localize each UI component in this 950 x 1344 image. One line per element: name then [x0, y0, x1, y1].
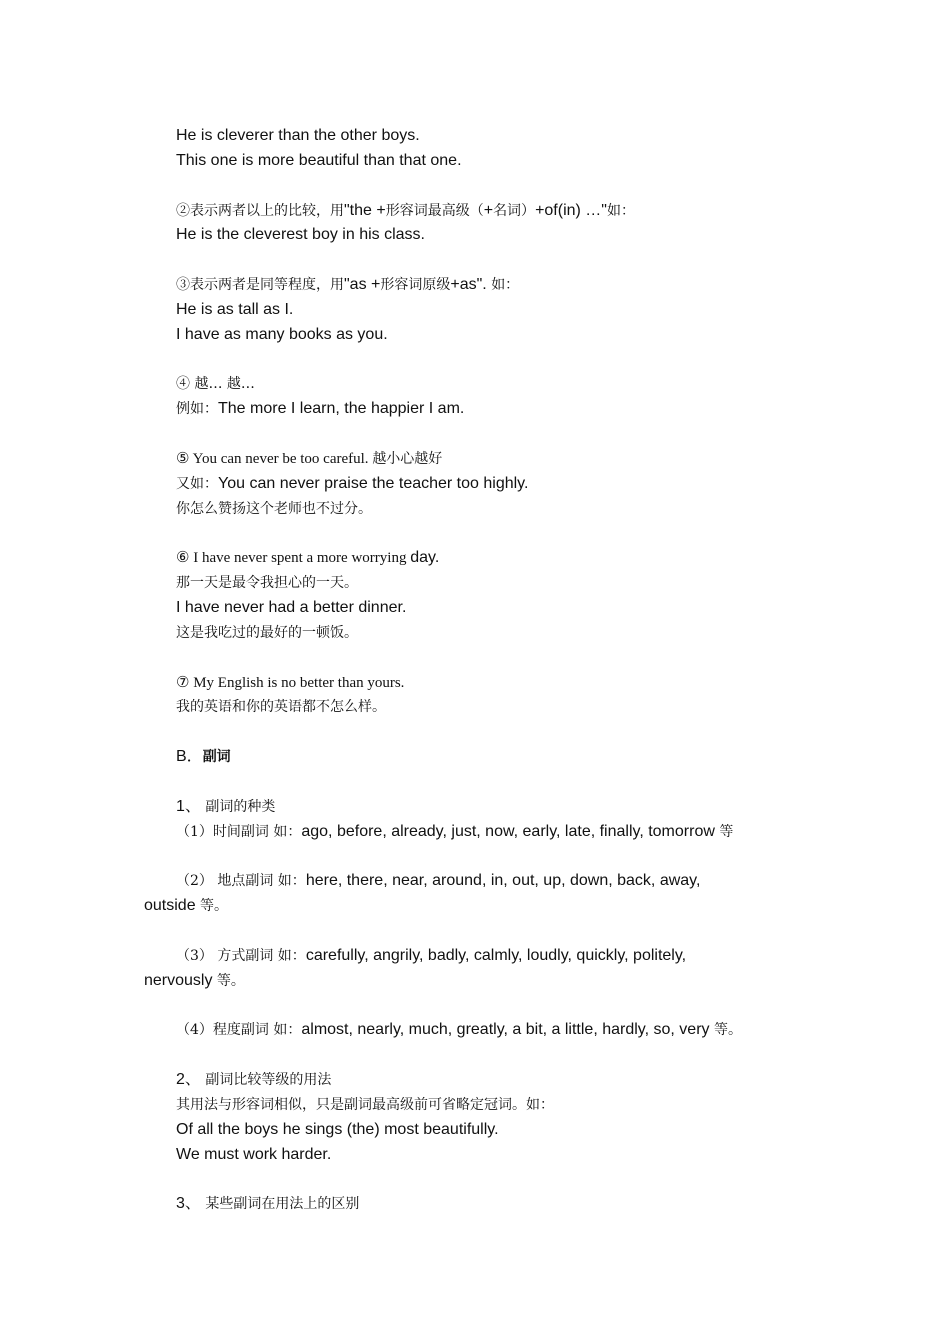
text-fragment: 如：	[491, 277, 520, 294]
blank-line	[176, 348, 836, 373]
text-fragment: almost, nearly, much, greatly, a bit, a little, hardly, so, very	[301, 1021, 710, 1039]
text-fragment: （3） 方式副词 如：	[176, 947, 306, 964]
rule-heading	[176, 447, 836, 472]
text-fragment: nervously	[144, 971, 213, 989]
text-line: He is the cleverest boy in his class.	[176, 226, 425, 244]
text-line: 其用法与形容词相似，只是副词最高级前可省略定冠词。如：	[176, 1096, 554, 1113]
text-fragment: 例如：	[176, 401, 218, 418]
text-fragment: day.	[410, 549, 440, 567]
text-line: I have as many books as you.	[176, 325, 388, 343]
text-line: 这是我吃过的最好的一顿饭。	[176, 624, 358, 641]
rule-heading	[176, 199, 836, 224]
text-fragment: 某些副词在用法上的区别	[200, 1196, 360, 1213]
blank-line	[176, 174, 836, 199]
rule-heading	[176, 546, 836, 571]
blank-line	[176, 646, 836, 671]
text-line	[176, 472, 836, 497]
blank-line	[176, 422, 836, 447]
text-fragment: 形容词原级	[380, 277, 451, 294]
text-fragment: 1、	[176, 797, 201, 815]
text-fragment: ago, before, already, just, now, early, late, finally, tomorrow	[301, 822, 715, 840]
text-fragment: The more I learn, the happier I am.	[218, 400, 465, 418]
text-fragment: You can never praise the teacher too highly.	[218, 474, 529, 492]
text-line: He is cleverer than the other boys.	[176, 127, 420, 144]
text-line: 那一天是最令我担心的一天。	[176, 575, 358, 592]
text-fragment: （1）时间副词 如：	[176, 823, 302, 840]
blank-line	[176, 1167, 836, 1192]
text-line	[176, 869, 836, 894]
text-line: 你怎么赞扬这个老师也不过分。	[176, 500, 372, 517]
text-fragment: 2、	[176, 1071, 201, 1089]
text-line: He is as tall as I.	[176, 300, 294, 318]
subsection-heading	[176, 795, 836, 820]
text-fragment: B．	[176, 748, 203, 766]
text-line	[176, 1018, 836, 1043]
text-line	[176, 944, 836, 969]
text-line	[176, 820, 836, 845]
text-line: Of all the boys he sings (the) most beautifully.	[176, 1120, 499, 1138]
text-line	[144, 969, 836, 994]
blank-line	[176, 248, 836, 273]
section-heading	[176, 745, 836, 770]
text-line	[176, 397, 836, 422]
text-fragment: （2） 地点副词 如：	[176, 873, 306, 890]
text-fragment: carefully, angrily, badly, calmly, loudly, quickly, politely,	[305, 946, 687, 964]
blank-line	[176, 720, 836, 745]
text-fragment: "the +	[344, 201, 386, 219]
text-fragment: ⑤ You can never be too careful.	[176, 450, 373, 467]
text-line: 我的英语和你的英语都不怎么样。	[176, 699, 386, 716]
text-fragment: 副词的种类	[200, 798, 276, 815]
subsection-heading	[176, 1068, 836, 1093]
text-fragment: 等。	[195, 898, 229, 915]
blank-line	[176, 994, 836, 1019]
text-fragment: outside	[144, 897, 196, 915]
text-fragment: ③表示两者是同等程度，用	[176, 277, 344, 294]
text-fragment: ⑥ I have never spent a more worrying	[176, 550, 411, 567]
document-body	[144, 124, 836, 1217]
blank-line	[176, 770, 836, 795]
text-fragment: 3、	[176, 1195, 201, 1213]
text-line	[144, 894, 836, 919]
rule-heading: ⑦ My English is no better than yours.	[176, 674, 405, 691]
text-line: We must work harder.	[176, 1145, 332, 1163]
text-fragment: 等	[714, 823, 734, 840]
text-fragment: "as +	[344, 276, 381, 294]
blank-line	[176, 1043, 836, 1068]
blank-line	[176, 522, 836, 547]
text-fragment: +	[483, 201, 494, 219]
text-fragment: 副词比较等级的用法	[200, 1072, 332, 1089]
text-fragment: 如：	[606, 202, 635, 219]
blank-line	[176, 919, 836, 944]
text-fragment: （4）程度副词 如：	[176, 1022, 302, 1039]
rule-heading: ④ 越… 越…	[176, 376, 255, 393]
text-fragment: 副词	[202, 749, 231, 766]
text-fragment: +of(in) …"	[535, 201, 607, 219]
blank-line	[176, 844, 836, 869]
text-fragment: 形容词最高级（	[385, 202, 484, 219]
rule-heading	[176, 273, 836, 298]
text-fragment: 又如：	[176, 475, 218, 492]
text-fragment: ②表示两者以上的比较，用	[176, 202, 344, 219]
text-fragment: 越小心越好	[372, 450, 443, 467]
subsection-heading	[176, 1192, 836, 1217]
text-fragment: 等。	[709, 1022, 742, 1039]
text-line: I have never had a better dinner.	[176, 599, 407, 617]
text-line: This one is more beautiful than that one.	[176, 151, 462, 169]
text-fragment: 等。	[212, 972, 245, 989]
text-fragment: 名词）	[493, 202, 536, 219]
text-fragment: here, there, near, around, in, out, up, down, back, away,	[305, 872, 701, 890]
text-fragment: +as".	[450, 276, 492, 294]
